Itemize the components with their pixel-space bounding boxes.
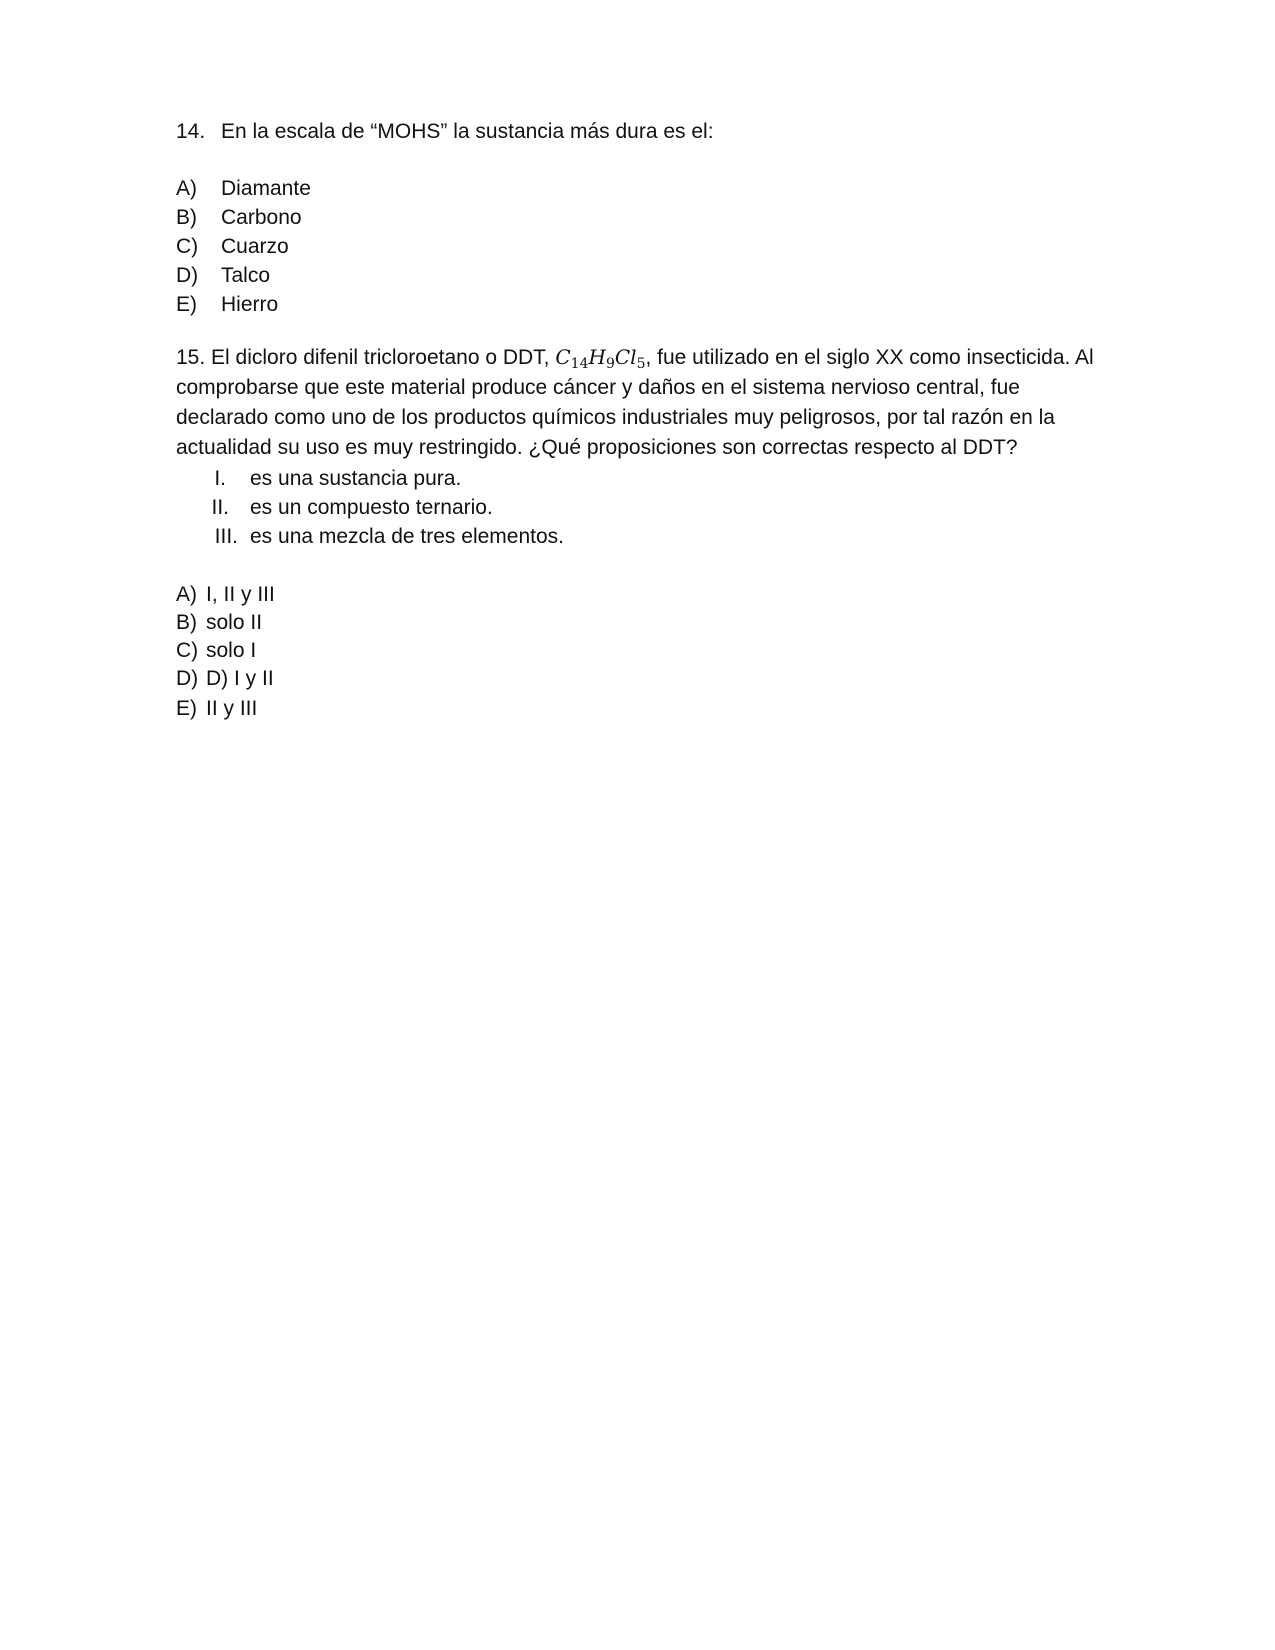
formula-chlorine-subscript: 5 bbox=[636, 356, 646, 372]
proposition-numeral: III. bbox=[214, 525, 238, 548]
option-text: solo II bbox=[206, 611, 263, 634]
ddt-formula bbox=[555, 345, 646, 372]
option-text: II y III bbox=[206, 697, 258, 720]
option-letter: B) bbox=[176, 206, 197, 229]
proposition-text: es un compuesto ternario. bbox=[250, 496, 493, 519]
option-letter: C) bbox=[176, 639, 199, 662]
proposition-numeral: I. bbox=[214, 467, 226, 490]
option-text: solo I bbox=[206, 639, 257, 662]
option-letter: C) bbox=[176, 235, 199, 258]
formula-hydrogen-subscript: 9 bbox=[605, 356, 615, 372]
option-letter: D) bbox=[176, 264, 199, 287]
question-14-stem: En la escala de “MOHS” la sustancia más dura es el: bbox=[221, 120, 714, 143]
question-15-lead: 15. El dicloro difenil tricloroetano o DDT, bbox=[176, 346, 556, 369]
option-text: Diamante bbox=[221, 177, 311, 200]
question-15-tail: , fue utilizado en el siglo XX como insecticida. Al comprobarse que este material produce cáncer y daños en el sistema nervioso central, fue declarado como uno de los productos químicos industriales muy peligrosos, por tal razón en la actualidad su uso es muy restringido. ¿Qué proposiciones son correctas respecto al DDT? bbox=[176, 346, 1094, 459]
formula-carbon: C bbox=[555, 345, 571, 369]
option-letter: D) bbox=[176, 667, 199, 690]
option-text: Talco bbox=[221, 264, 271, 287]
option-text: Hierro bbox=[221, 293, 279, 316]
option-letter: B) bbox=[176, 611, 197, 634]
question-15-stem bbox=[176, 342, 1096, 463]
option-text: D) I y II bbox=[206, 667, 274, 690]
formula-carbon-subscript: 14 bbox=[570, 356, 589, 372]
option-text: Carbono bbox=[221, 206, 302, 229]
formula-chlorine: Cl bbox=[614, 345, 637, 369]
formula-hydrogen: H bbox=[588, 345, 606, 369]
option-letter: E) bbox=[176, 697, 197, 720]
option-letter: A) bbox=[176, 583, 197, 606]
question-14-number: 14. bbox=[176, 120, 206, 143]
option-text: I, II y III bbox=[206, 583, 275, 606]
proposition-numeral: II. bbox=[211, 496, 229, 519]
option-letter: A) bbox=[176, 177, 197, 200]
option-text: Cuarzo bbox=[221, 235, 289, 258]
proposition-text: es una sustancia pura. bbox=[250, 467, 462, 490]
proposition-text: es una mezcla de tres elementos. bbox=[250, 525, 564, 548]
option-letter: E) bbox=[176, 293, 197, 316]
